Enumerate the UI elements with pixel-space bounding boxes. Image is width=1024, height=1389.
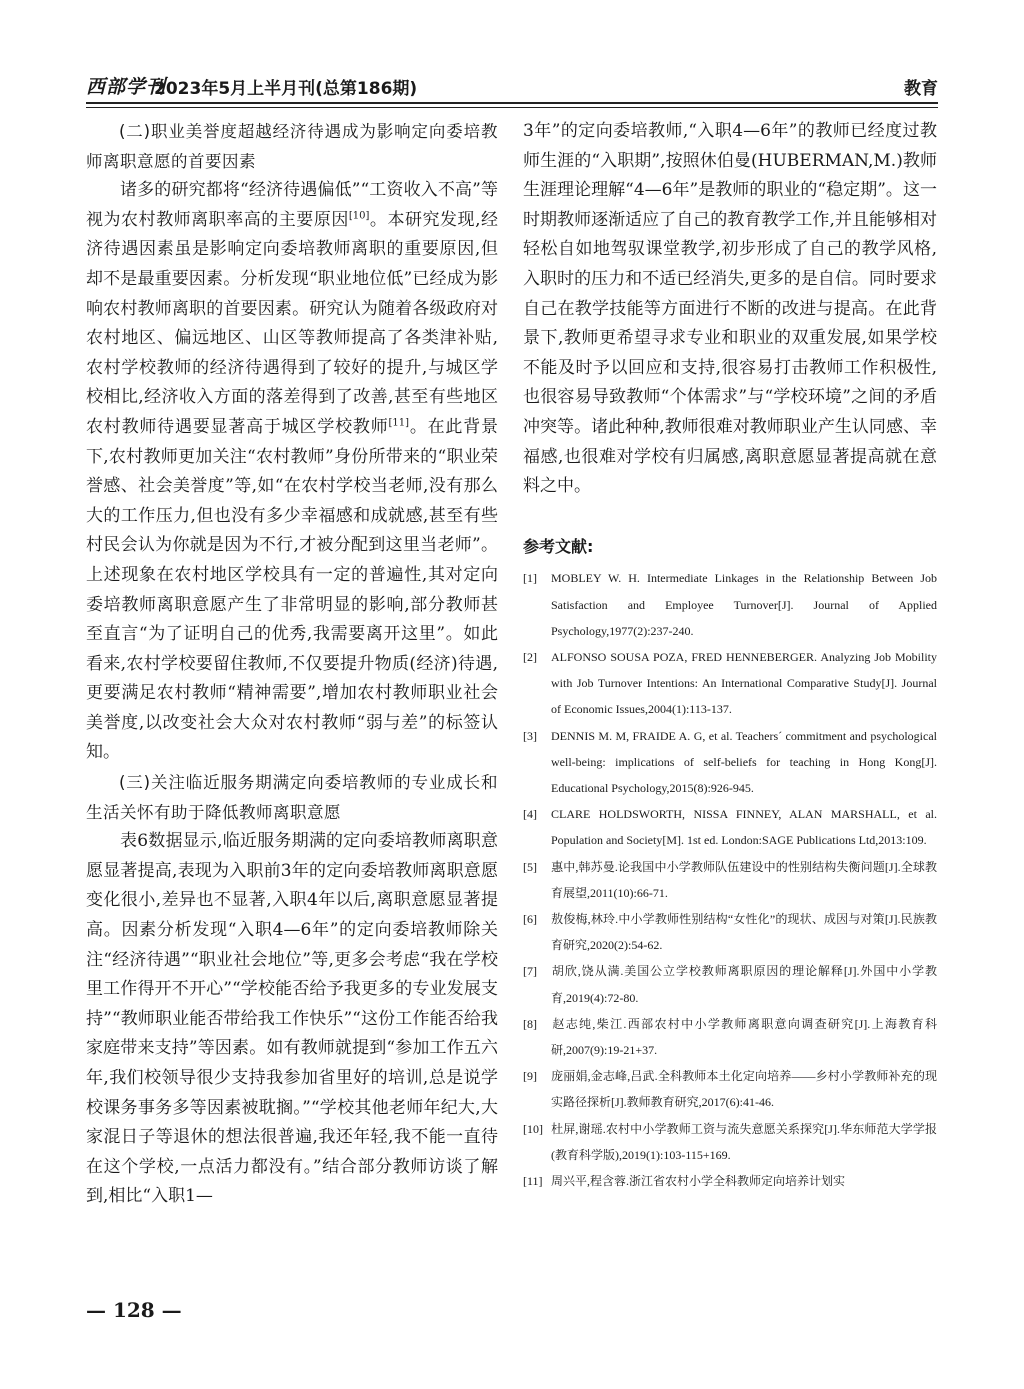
reference-text: 赵志纯,柴江.西部农村中小学教师离职意向调查研究[J].上海教育科研,2007(9):19-21+37. [551, 1016, 937, 1057]
reference-text: 胡欣,饶从满.美国公立学校教师离职原因的理论解释[J].外国中小学教育,2019(4):72-80. [551, 964, 937, 1005]
reference-number: [10] [523, 1121, 543, 1136]
reference-number: [3] [523, 728, 537, 743]
reference-item [523, 1168, 937, 1194]
reference-text: CLARE HOLDSWORTH, NISSA FINNEY, ALAN MARSHALL, et al. Population and Society[M]. 1st ed. London:SAGE Publications Ltd,2013:109. [551, 807, 937, 848]
paragraph: 3年”的定向委培教师,“入职4—6年”的教师已经度过教师生涯的“入职期”,按照休伯曼(HUBERMAN,M.)教师生涯理论理解“4—6年”是教师的职业的“稳定期”。这一时期教师逐渐适应了自己的教育教学工作,并且能够相对轻松自如地驾驭课堂教学,初步形成了自己的教学风格,入职时的压力和不适已经消失,更多的是自信。同时要求自己在教学技能等方面进行不断的改进与提高。在此背景下,教师更希望寻求专业和职业的双重发展,如果学校不能及时予以回应和支持,很容易打击教师工作积极性,也很容易导致教师“个体需求”与“学校环境”之间的矛盾冲突等。诸此种种,教师很难对教师职业产生认同感、幸福感,也很难对学校有归属感,离职意愿显著提高就在意料之中。 [523, 121, 937, 497]
reference-number: [8] [523, 1016, 537, 1031]
reference-number: [1] [523, 571, 537, 586]
reference-number: [4] [523, 807, 537, 822]
reference-number: [9] [523, 1069, 537, 1084]
citation: [10] [348, 210, 370, 222]
reference-item [523, 906, 937, 958]
reference-number: [6] [523, 911, 537, 926]
reference-number: [2] [523, 649, 537, 664]
reference-text: 杜屏,谢瑶.农村中小学教师工资与流失意愿关系探究[J].华东师范大学学报(教育科学版),2019(1):103-115+169. [551, 1121, 937, 1162]
right-column [523, 117, 937, 1194]
journal-logo: 西部学刊 [86, 76, 167, 98]
header-rule [86, 102, 938, 104]
reference-item [523, 958, 937, 1010]
journal-issue: 2023年5月上半月刊(总第186期) [154, 79, 418, 99]
reference-item [523, 854, 937, 906]
header-rule-thin [86, 107, 938, 108]
reference-item [523, 1063, 937, 1115]
section-label: 教育 [904, 79, 938, 99]
reference-number: [7] [523, 964, 537, 979]
reference-number: [11] [523, 1173, 543, 1188]
reference-text: DENNIS M. M, FRAIDE A. G, et al. Teachers´ commitment and psychological well-being: implications of self-beliefs for teaching in Hong Kong[J]. Educational Psychology,2015(8):926-945. [551, 728, 937, 795]
references-list [523, 565, 937, 1194]
reference-text: ALFONSO SOUSA POZA, FRED HENNEBERGER. Analyzing Job Mobility with Job Turnover Intentions: An International Comparative Study[J]. Journal of Economic Issues,2004(1):113-137. [551, 649, 937, 717]
reference-item [523, 801, 937, 853]
reference-text: 庞丽娟,金志峰,吕武.全科教师本土化定向培养——乡村小学教师补充的现实路径探析[J].教师教育研究,2017(6):41-46. [551, 1069, 937, 1110]
page-number: — 128 — [86, 1298, 182, 1322]
reference-number: [5] [523, 859, 537, 874]
reference-item [523, 1116, 937, 1168]
reference-item [523, 644, 937, 723]
left-column [86, 117, 498, 1212]
subsection-heading-3: (三)关注临近服务期满定向委培教师的专业成长和生活关怀有助于降低教师离职意愿 [86, 773, 498, 822]
reference-item [523, 723, 937, 802]
reference-text: 敖俊梅,林玲.中小学教师性别结构“女性化”的现状、成因与对策[J].民族教育研究,2020(2):54-62. [551, 911, 937, 953]
citation: [11] [388, 417, 410, 429]
subsection-heading-2: (二)职业美誉度超越经济待遇成为影响定向委培教师离职意愿的首要因素 [86, 122, 498, 171]
reference-item [523, 1011, 937, 1063]
paragraph: 诸多的研究都将“经济待遇偏低”“工资收入不高”等视为农村教师离职率高的主要原因[10]。本研究发现,经济待遇因素虽是影响定向委培教师离职的重要原因,但却不是最重要因素。分析发现“职业地位低”已经成为影响农村教师离职的首要因素。研究认为随着各级政府对农村地区、偏远地区、山区等教师提高了各类津补贴,农村学校教师的经济待遇得到了较好的提升,与城区学校相比,经济收入方面的落差得到了改善,甚至有些地区农村教师待遇要显著高于城区学校教师[11]。在此背景下,农村教师更加关注“农村教师”身份所带来的“职业荣誉感、社会美誉度”等,如“在农村学校当老师,没有那么大的工作压力,但也没有多少幸福感和成就感,甚至有些村民会认为你就是因为不行,才被分配到这里当老师”。上述现象在农村地区学校具有一定的普遍性,其对定向委培教师离职意愿产生了非常明显的影响,部分教师甚至直言“为了证明自己的优秀,我需要离开这里”。如此看来,农村学校要留住教师,不仅要提升物质(经济)待遇,更要满足农村教师“精神需要”,增加农村教师职业社会美誉度,以改变社会大众对农村教师“弱与差”的标签认知。 [86, 180, 499, 763]
page-header [86, 66, 938, 102]
paragraph: 表6数据显示,临近服务期满的定向委培教师离职意愿显著提高,表现为入职前3年的定向委培教师离职意愿变化很小,差异也不显著,入职4年以后,离职意愿显著提高。因素分析发现“入职4—6年”的定向委培教师除关注“经济待遇”“职业社会地位”等,更多会考虑“我在学校里工作得开不开心”“学校能否给予我更多的专业发展支持”“教师职业能否带给我工作快乐”“这份工作能否给我家庭带来支持”等因素。如有教师就提到“参加工作五六年,我们校领导很少支持我参加省里好的培训,总是说学校课务事务多等因素被耽搁。”“学校其他老师年纪大,大家混日子等退休的想法很普遍,我还年轻,我不能一直待在这个学校,一点活力都没有。”结合部分教师访谈了解到,相比“入职1— [86, 831, 498, 1207]
reference-text: 惠中,韩苏曼.论我国中小学教师队伍建设中的性别结构失衡问题[J].全球教育展望,2011(10):66-71. [551, 859, 937, 900]
reference-text: MOBLEY W. H. Intermediate Linkages in the Relationship Between Job Satisfaction and Employee Turnover[J]. Journal of Applied Psychology,1977(2):237-240. [551, 571, 937, 638]
reference-item [523, 565, 937, 644]
reference-text: 周兴平,程含蓉.浙江省农村小学全科教师定向培养计划实 [551, 1173, 846, 1188]
references-title: 参考文献: [523, 536, 594, 556]
